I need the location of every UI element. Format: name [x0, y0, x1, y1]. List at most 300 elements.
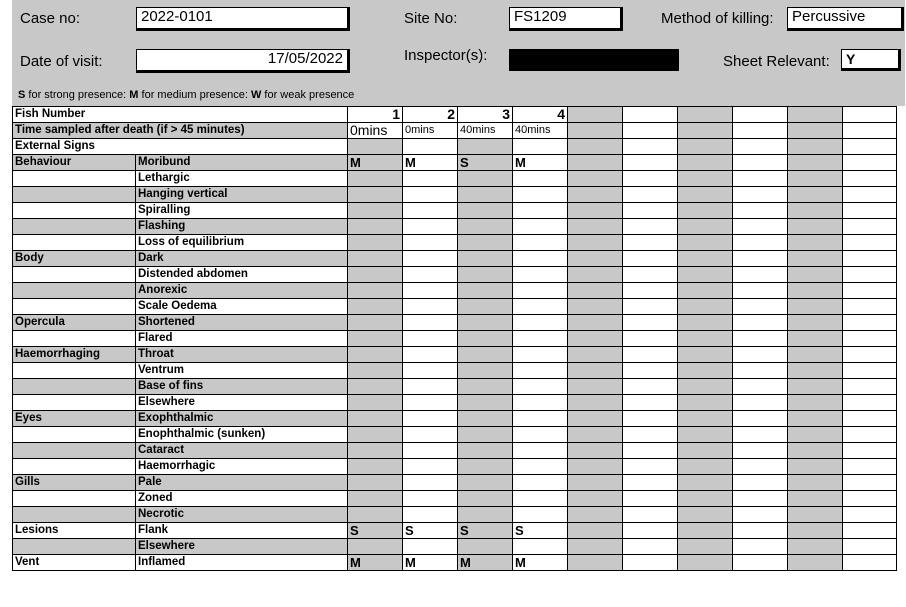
empty-cell[interactable] — [568, 347, 623, 363]
presence-mark-cell[interactable] — [458, 443, 513, 459]
presence-mark-cell[interactable] — [458, 539, 513, 555]
presence-mark-cell[interactable] — [513, 443, 568, 459]
presence-mark-cell[interactable] — [403, 187, 458, 203]
presence-mark-cell[interactable] — [458, 411, 513, 427]
presence-mark-cell[interactable] — [348, 235, 403, 251]
empty-cell[interactable] — [678, 235, 733, 251]
empty-cell[interactable] — [568, 251, 623, 267]
empty-cell[interactable] — [788, 363, 843, 379]
empty-cell[interactable] — [788, 187, 843, 203]
empty-cell[interactable] — [788, 491, 843, 507]
presence-mark-cell[interactable] — [348, 171, 403, 187]
empty-cell[interactable] — [623, 107, 678, 123]
empty-cell[interactable] — [843, 491, 897, 507]
empty-cell[interactable] — [678, 187, 733, 203]
presence-mark-cell[interactable]: S — [513, 523, 568, 539]
empty-cell[interactable] — [678, 283, 733, 299]
presence-mark-cell[interactable] — [513, 491, 568, 507]
presence-mark-cell[interactable] — [403, 203, 458, 219]
empty-cell[interactable] — [733, 107, 788, 123]
empty-cell[interactable] — [678, 171, 733, 187]
empty-cell[interactable] — [843, 123, 897, 139]
presence-mark-cell[interactable] — [348, 539, 403, 555]
empty-cell[interactable] — [843, 203, 897, 219]
presence-mark-cell[interactable] — [513, 459, 568, 475]
empty-cell[interactable] — [623, 507, 678, 523]
presence-mark-cell[interactable] — [348, 187, 403, 203]
presence-mark-cell[interactable] — [458, 251, 513, 267]
presence-mark-cell[interactable] — [403, 491, 458, 507]
empty-cell[interactable] — [568, 155, 623, 171]
empty-cell[interactable] — [843, 395, 897, 411]
empty-cell[interactable] — [513, 139, 568, 155]
empty-cell[interactable] — [788, 123, 843, 139]
empty-cell[interactable] — [678, 395, 733, 411]
empty-cell[interactable] — [568, 555, 623, 571]
presence-mark-cell[interactable] — [348, 411, 403, 427]
empty-cell[interactable] — [623, 363, 678, 379]
empty-cell[interactable] — [733, 235, 788, 251]
empty-cell[interactable] — [733, 219, 788, 235]
empty-cell[interactable] — [788, 379, 843, 395]
presence-mark-cell[interactable] — [458, 475, 513, 491]
empty-cell[interactable] — [843, 427, 897, 443]
empty-cell[interactable] — [678, 299, 733, 315]
empty-cell[interactable] — [788, 555, 843, 571]
presence-mark-cell[interactable] — [403, 331, 458, 347]
presence-mark-cell[interactable] — [403, 283, 458, 299]
empty-cell[interactable] — [788, 235, 843, 251]
presence-mark-cell[interactable] — [348, 507, 403, 523]
empty-cell[interactable] — [733, 315, 788, 331]
presence-mark-cell[interactable] — [403, 299, 458, 315]
presence-mark-cell[interactable] — [513, 171, 568, 187]
presence-mark-cell[interactable] — [513, 427, 568, 443]
presence-mark-cell[interactable]: M — [458, 555, 513, 571]
empty-cell[interactable] — [733, 443, 788, 459]
empty-cell[interactable] — [733, 395, 788, 411]
empty-cell[interactable] — [568, 331, 623, 347]
presence-mark-cell[interactable] — [513, 219, 568, 235]
presence-mark-cell[interactable] — [348, 475, 403, 491]
empty-cell[interactable] — [733, 427, 788, 443]
empty-cell[interactable] — [678, 427, 733, 443]
empty-cell[interactable] — [788, 251, 843, 267]
empty-cell[interactable] — [568, 491, 623, 507]
empty-cell[interactable] — [843, 139, 897, 155]
presence-mark-cell[interactable] — [513, 235, 568, 251]
category-cell: Eyes — [13, 411, 136, 427]
empty-cell[interactable] — [623, 491, 678, 507]
presence-mark-cell[interactable] — [348, 331, 403, 347]
empty-cell[interactable] — [568, 507, 623, 523]
presence-mark-cell[interactable] — [458, 267, 513, 283]
empty-cell[interactable] — [733, 347, 788, 363]
empty-cell[interactable] — [568, 395, 623, 411]
presence-mark-cell[interactable]: S — [348, 523, 403, 539]
empty-cell[interactable] — [568, 443, 623, 459]
presence-mark-cell[interactable] — [513, 315, 568, 331]
presence-mark-cell[interactable] — [348, 363, 403, 379]
empty-cell[interactable] — [568, 107, 623, 123]
presence-mark-cell[interactable] — [458, 395, 513, 411]
presence-mark-cell[interactable] — [513, 187, 568, 203]
empty-cell[interactable] — [678, 539, 733, 555]
empty-cell[interactable] — [678, 219, 733, 235]
empty-cell[interactable] — [623, 395, 678, 411]
empty-cell[interactable] — [733, 251, 788, 267]
empty-cell[interactable] — [678, 491, 733, 507]
time-sampled-cell[interactable]: 0mins — [403, 123, 458, 139]
empty-cell[interactable] — [733, 507, 788, 523]
presence-mark-cell[interactable] — [458, 363, 513, 379]
empty-cell[interactable] — [843, 459, 897, 475]
empty-cell[interactable] — [843, 155, 897, 171]
empty-cell[interactable] — [843, 107, 897, 123]
empty-cell[interactable] — [843, 507, 897, 523]
presence-mark-cell[interactable] — [513, 475, 568, 491]
empty-cell[interactable] — [788, 507, 843, 523]
empty-cell[interactable] — [788, 475, 843, 491]
legend-weak-text: for weak presence — [261, 89, 355, 101]
empty-cell[interactable] — [733, 475, 788, 491]
empty-cell[interactable] — [623, 539, 678, 555]
presence-mark-cell[interactable]: M — [348, 555, 403, 571]
presence-mark-cell[interactable] — [403, 539, 458, 555]
empty-cell[interactable] — [788, 411, 843, 427]
empty-cell[interactable] — [623, 219, 678, 235]
presence-mark-cell[interactable] — [513, 507, 568, 523]
empty-cell[interactable] — [733, 523, 788, 539]
presence-mark-cell[interactable] — [348, 443, 403, 459]
empty-cell[interactable] — [733, 283, 788, 299]
presence-mark-cell[interactable] — [458, 331, 513, 347]
empty-cell[interactable] — [843, 235, 897, 251]
category-cell — [13, 187, 136, 203]
presence-mark-cell[interactable]: M — [513, 155, 568, 171]
empty-cell[interactable] — [623, 251, 678, 267]
empty-cell[interactable] — [788, 523, 843, 539]
empty-cell[interactable] — [788, 171, 843, 187]
empty-cell[interactable] — [788, 107, 843, 123]
empty-cell[interactable] — [458, 139, 513, 155]
empty-cell[interactable] — [568, 267, 623, 283]
empty-cell[interactable] — [568, 363, 623, 379]
empty-cell[interactable] — [623, 155, 678, 171]
presence-mark-cell[interactable] — [403, 251, 458, 267]
empty-cell[interactable] — [733, 379, 788, 395]
presence-mark-cell[interactable]: M — [403, 155, 458, 171]
presence-mark-cell[interactable] — [403, 347, 458, 363]
presence-mark-cell[interactable] — [403, 507, 458, 523]
presence-mark-cell[interactable] — [513, 283, 568, 299]
presence-mark-cell[interactable] — [348, 267, 403, 283]
empty-cell[interactable] — [568, 539, 623, 555]
presence-mark-cell[interactable] — [403, 235, 458, 251]
empty-cell[interactable] — [843, 171, 897, 187]
empty-cell[interactable] — [788, 283, 843, 299]
inspector-field-redacted — [509, 49, 679, 71]
empty-cell[interactable] — [568, 187, 623, 203]
empty-cell[interactable] — [788, 139, 843, 155]
empty-cell[interactable] — [678, 251, 733, 267]
empty-cell[interactable] — [678, 475, 733, 491]
presence-mark-cell[interactable] — [348, 427, 403, 443]
empty-cell[interactable] — [678, 123, 733, 139]
empty-cell[interactable] — [678, 155, 733, 171]
presence-mark-cell[interactable] — [403, 219, 458, 235]
empty-cell[interactable] — [788, 331, 843, 347]
empty-cell[interactable] — [788, 443, 843, 459]
category-cell — [13, 491, 136, 507]
empty-cell[interactable] — [678, 363, 733, 379]
empty-cell[interactable] — [733, 491, 788, 507]
presence-mark-cell[interactable] — [403, 427, 458, 443]
empty-cell[interactable] — [568, 203, 623, 219]
empty-cell[interactable] — [843, 267, 897, 283]
empty-cell[interactable] — [843, 555, 897, 571]
empty-cell[interactable] — [733, 299, 788, 315]
presence-mark-cell[interactable] — [458, 171, 513, 187]
empty-cell[interactable] — [788, 299, 843, 315]
empty-cell[interactable] — [678, 459, 733, 475]
empty-cell[interactable] — [843, 539, 897, 555]
presence-mark-cell[interactable] — [458, 235, 513, 251]
presence-mark-cell[interactable] — [348, 283, 403, 299]
presence-mark-cell[interactable] — [458, 283, 513, 299]
empty-cell[interactable] — [843, 379, 897, 395]
time-sampled-cell[interactable]: 40mins — [513, 123, 568, 139]
empty-cell[interactable] — [788, 347, 843, 363]
presence-mark-cell[interactable] — [458, 219, 513, 235]
presence-mark-cell[interactable]: M — [403, 555, 458, 571]
empty-cell[interactable] — [733, 187, 788, 203]
empty-cell[interactable] — [733, 555, 788, 571]
empty-cell[interactable] — [678, 443, 733, 459]
presence-mark-cell[interactable] — [513, 347, 568, 363]
presence-mark-cell[interactable] — [513, 411, 568, 427]
case-no-field[interactable]: 2022-0101 — [136, 7, 350, 31]
empty-cell[interactable] — [678, 523, 733, 539]
empty-cell[interactable] — [843, 347, 897, 363]
presence-mark-cell[interactable] — [348, 491, 403, 507]
sign-cell: Zoned — [136, 491, 348, 507]
empty-cell[interactable] — [733, 363, 788, 379]
empty-cell[interactable] — [678, 267, 733, 283]
empty-cell[interactable] — [678, 107, 733, 123]
presence-mark-cell[interactable] — [403, 171, 458, 187]
empty-cell[interactable] — [733, 459, 788, 475]
empty-cell[interactable] — [623, 267, 678, 283]
empty-cell[interactable] — [568, 379, 623, 395]
presence-mark-cell[interactable] — [513, 299, 568, 315]
presence-mark-cell[interactable] — [513, 331, 568, 347]
empty-cell[interactable] — [733, 155, 788, 171]
empty-cell[interactable] — [568, 299, 623, 315]
empty-cell[interactable] — [733, 267, 788, 283]
empty-cell[interactable] — [623, 171, 678, 187]
empty-cell[interactable] — [623, 139, 678, 155]
empty-cell[interactable] — [623, 299, 678, 315]
empty-cell[interactable] — [843, 251, 897, 267]
presence-mark-cell[interactable]: S — [403, 523, 458, 539]
presence-mark-cell[interactable] — [403, 459, 458, 475]
empty-cell[interactable] — [623, 475, 678, 491]
presence-mark-cell[interactable] — [458, 507, 513, 523]
empty-cell[interactable] — [843, 411, 897, 427]
empty-cell[interactable] — [678, 331, 733, 347]
presence-mark-cell[interactable] — [348, 379, 403, 395]
empty-cell[interactable] — [788, 267, 843, 283]
presence-mark-cell[interactable] — [458, 379, 513, 395]
empty-cell[interactable] — [623, 315, 678, 331]
empty-cell[interactable] — [623, 523, 678, 539]
empty-cell[interactable] — [788, 219, 843, 235]
empty-cell[interactable] — [623, 459, 678, 475]
empty-cell[interactable] — [843, 443, 897, 459]
presence-mark-cell[interactable] — [513, 363, 568, 379]
empty-cell[interactable] — [733, 171, 788, 187]
presence-mark-cell[interactable] — [458, 299, 513, 315]
empty-cell[interactable] — [678, 203, 733, 219]
presence-mark-cell[interactable] — [513, 395, 568, 411]
empty-cell[interactable] — [568, 475, 623, 491]
empty-cell[interactable] — [733, 411, 788, 427]
presence-mark-cell[interactable] — [403, 443, 458, 459]
empty-cell[interactable] — [623, 427, 678, 443]
empty-cell[interactable] — [843, 363, 897, 379]
empty-cell[interactable] — [623, 555, 678, 571]
presence-mark-cell[interactable] — [403, 379, 458, 395]
empty-cell[interactable] — [568, 171, 623, 187]
empty-cell[interactable] — [678, 507, 733, 523]
empty-cell[interactable] — [623, 331, 678, 347]
site-no-field[interactable]: FS1209 — [509, 7, 623, 31]
empty-cell[interactable] — [568, 123, 623, 139]
presence-mark-cell[interactable] — [458, 427, 513, 443]
presence-mark-cell[interactable] — [458, 203, 513, 219]
empty-cell[interactable] — [568, 235, 623, 251]
empty-cell[interactable] — [568, 523, 623, 539]
empty-cell[interactable] — [568, 219, 623, 235]
empty-cell[interactable] — [843, 315, 897, 331]
presence-mark-cell[interactable] — [348, 251, 403, 267]
empty-cell[interactable] — [843, 283, 897, 299]
presence-mark-cell[interactable] — [513, 539, 568, 555]
empty-cell[interactable] — [843, 299, 897, 315]
empty-cell[interactable] — [788, 427, 843, 443]
empty-cell[interactable] — [788, 395, 843, 411]
empty-cell[interactable] — [733, 539, 788, 555]
empty-cell[interactable] — [623, 347, 678, 363]
empty-cell[interactable] — [403, 139, 458, 155]
presence-mark-cell[interactable] — [458, 187, 513, 203]
empty-cell[interactable] — [568, 459, 623, 475]
presence-mark-cell[interactable] — [403, 395, 458, 411]
presence-mark-cell[interactable]: S — [458, 155, 513, 171]
empty-cell[interactable] — [788, 539, 843, 555]
method-field[interactable]: Percussive — [787, 7, 904, 31]
empty-cell[interactable] — [843, 523, 897, 539]
sign-cell: Flank — [136, 523, 348, 539]
presence-mark-cell[interactable] — [403, 267, 458, 283]
presence-mark-cell[interactable]: M — [513, 555, 568, 571]
time-sampled-cell[interactable]: 40mins — [458, 123, 513, 139]
presence-mark-cell[interactable] — [513, 203, 568, 219]
empty-cell[interactable] — [843, 331, 897, 347]
empty-cell[interactable] — [678, 139, 733, 155]
presence-mark-cell[interactable] — [458, 491, 513, 507]
empty-cell[interactable] — [568, 427, 623, 443]
empty-cell[interactable] — [733, 203, 788, 219]
empty-cell[interactable] — [568, 315, 623, 331]
empty-cell[interactable] — [843, 187, 897, 203]
date-field[interactable]: 17/05/2022 — [136, 49, 350, 73]
presence-mark-cell[interactable] — [458, 459, 513, 475]
presence-mark-cell[interactable] — [403, 411, 458, 427]
empty-cell[interactable] — [788, 155, 843, 171]
empty-cell[interactable] — [623, 187, 678, 203]
presence-mark-cell[interactable] — [348, 459, 403, 475]
empty-cell[interactable] — [733, 123, 788, 139]
presence-mark-cell[interactable] — [348, 395, 403, 411]
presence-mark-cell[interactable] — [403, 363, 458, 379]
time-sampled-row — [13, 123, 897, 139]
presence-mark-cell[interactable] — [513, 251, 568, 267]
empty-cell[interactable] — [788, 315, 843, 331]
empty-cell[interactable] — [678, 379, 733, 395]
empty-cell[interactable] — [623, 411, 678, 427]
presence-mark-cell[interactable] — [513, 267, 568, 283]
empty-cell[interactable] — [678, 555, 733, 571]
empty-cell[interactable] — [623, 283, 678, 299]
time-sampled-cell[interactable]: 0mins — [348, 123, 403, 139]
empty-cell[interactable] — [843, 219, 897, 235]
empty-cell[interactable] — [623, 123, 678, 139]
empty-cell[interactable] — [678, 411, 733, 427]
empty-cell[interactable] — [568, 411, 623, 427]
presence-mark-cell[interactable] — [403, 315, 458, 331]
empty-cell[interactable] — [678, 315, 733, 331]
empty-cell[interactable] — [623, 235, 678, 251]
sheet-relevant-field[interactable]: Y — [841, 49, 901, 71]
empty-cell[interactable] — [843, 475, 897, 491]
empty-cell[interactable] — [568, 139, 623, 155]
presence-mark-cell[interactable] — [458, 315, 513, 331]
presence-mark-cell[interactable] — [348, 299, 403, 315]
sign-row — [13, 539, 897, 555]
presence-mark-cell[interactable] — [403, 475, 458, 491]
presence-mark-cell[interactable] — [348, 347, 403, 363]
empty-cell[interactable] — [623, 203, 678, 219]
empty-cell[interactable] — [568, 283, 623, 299]
presence-mark-cell[interactable] — [348, 219, 403, 235]
empty-cell[interactable] — [788, 203, 843, 219]
empty-cell[interactable] — [623, 443, 678, 459]
empty-cell[interactable] — [623, 379, 678, 395]
empty-cell[interactable] — [678, 347, 733, 363]
presence-mark-cell[interactable]: M — [348, 155, 403, 171]
presence-mark-cell[interactable] — [513, 379, 568, 395]
empty-cell[interactable] — [348, 139, 403, 155]
presence-mark-cell[interactable] — [348, 203, 403, 219]
presence-mark-cell[interactable]: S — [458, 523, 513, 539]
empty-cell[interactable] — [788, 459, 843, 475]
presence-mark-cell[interactable] — [458, 347, 513, 363]
presence-mark-cell[interactable] — [348, 315, 403, 331]
empty-cell[interactable] — [733, 139, 788, 155]
empty-cell[interactable] — [733, 331, 788, 347]
